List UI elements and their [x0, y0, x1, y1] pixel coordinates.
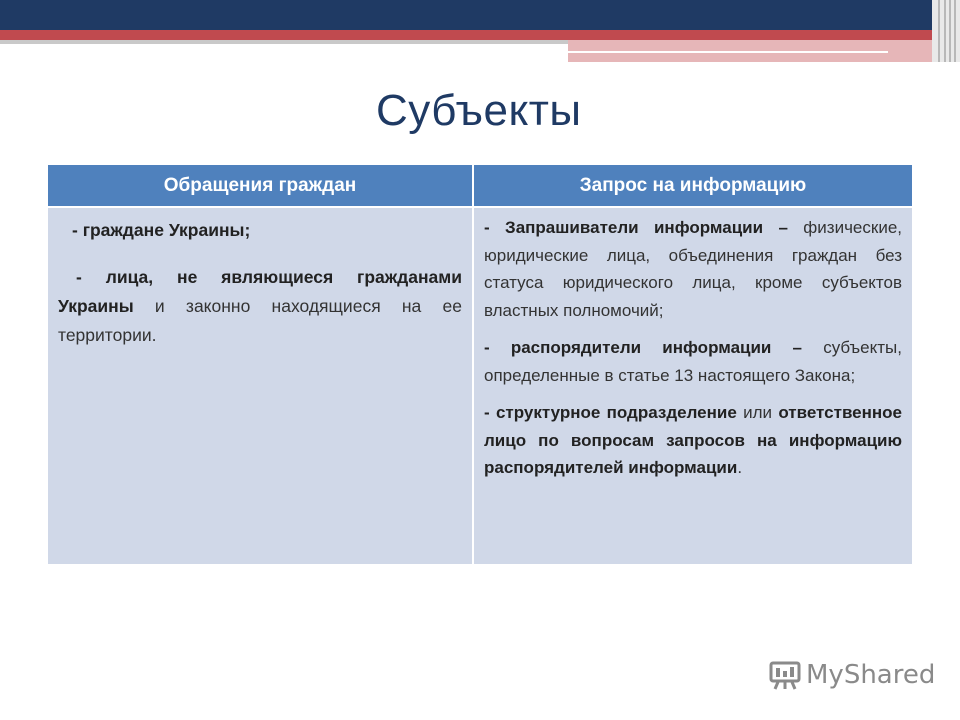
- table-cell-citizens-appeals: [48, 208, 472, 564]
- top-grey-block: [932, 0, 960, 62]
- myshared-watermark: [768, 656, 935, 694]
- myshared-logo-icon: [768, 658, 802, 692]
- top-grey-line: [0, 40, 568, 44]
- list-item: - граждане Украины;: [72, 220, 251, 240]
- slide-title: Субъекты: [376, 86, 582, 135]
- table-header-citizens-appeals: Обращения граждан: [48, 165, 472, 206]
- list-item: - Запрашиватели информации – физические, юридические лица, объединения граждан без статуса юридического лица, кроме субъектов властных полномочий;: [484, 218, 902, 320]
- list-item: - структурное подразделение или ответственное лицо по вопросам запросов на информацию распорядителей информации.: [484, 403, 902, 477]
- subjects-table: [48, 165, 912, 564]
- top-white-line: [568, 51, 888, 53]
- watermark-text: MyShared: [806, 660, 936, 690]
- table-cell-information-request: [474, 208, 912, 564]
- list-item: - распорядители информации – субъекты, определенные в статье 13 настоящего Закона;: [484, 338, 902, 385]
- top-red-band: [0, 30, 932, 40]
- table-header-information-request: Запрос на информацию: [474, 165, 912, 206]
- list-item: - лица, не являющиеся гражданами Украины и законно находящиеся на ее территории.: [58, 267, 462, 345]
- top-navy-band: [0, 0, 932, 30]
